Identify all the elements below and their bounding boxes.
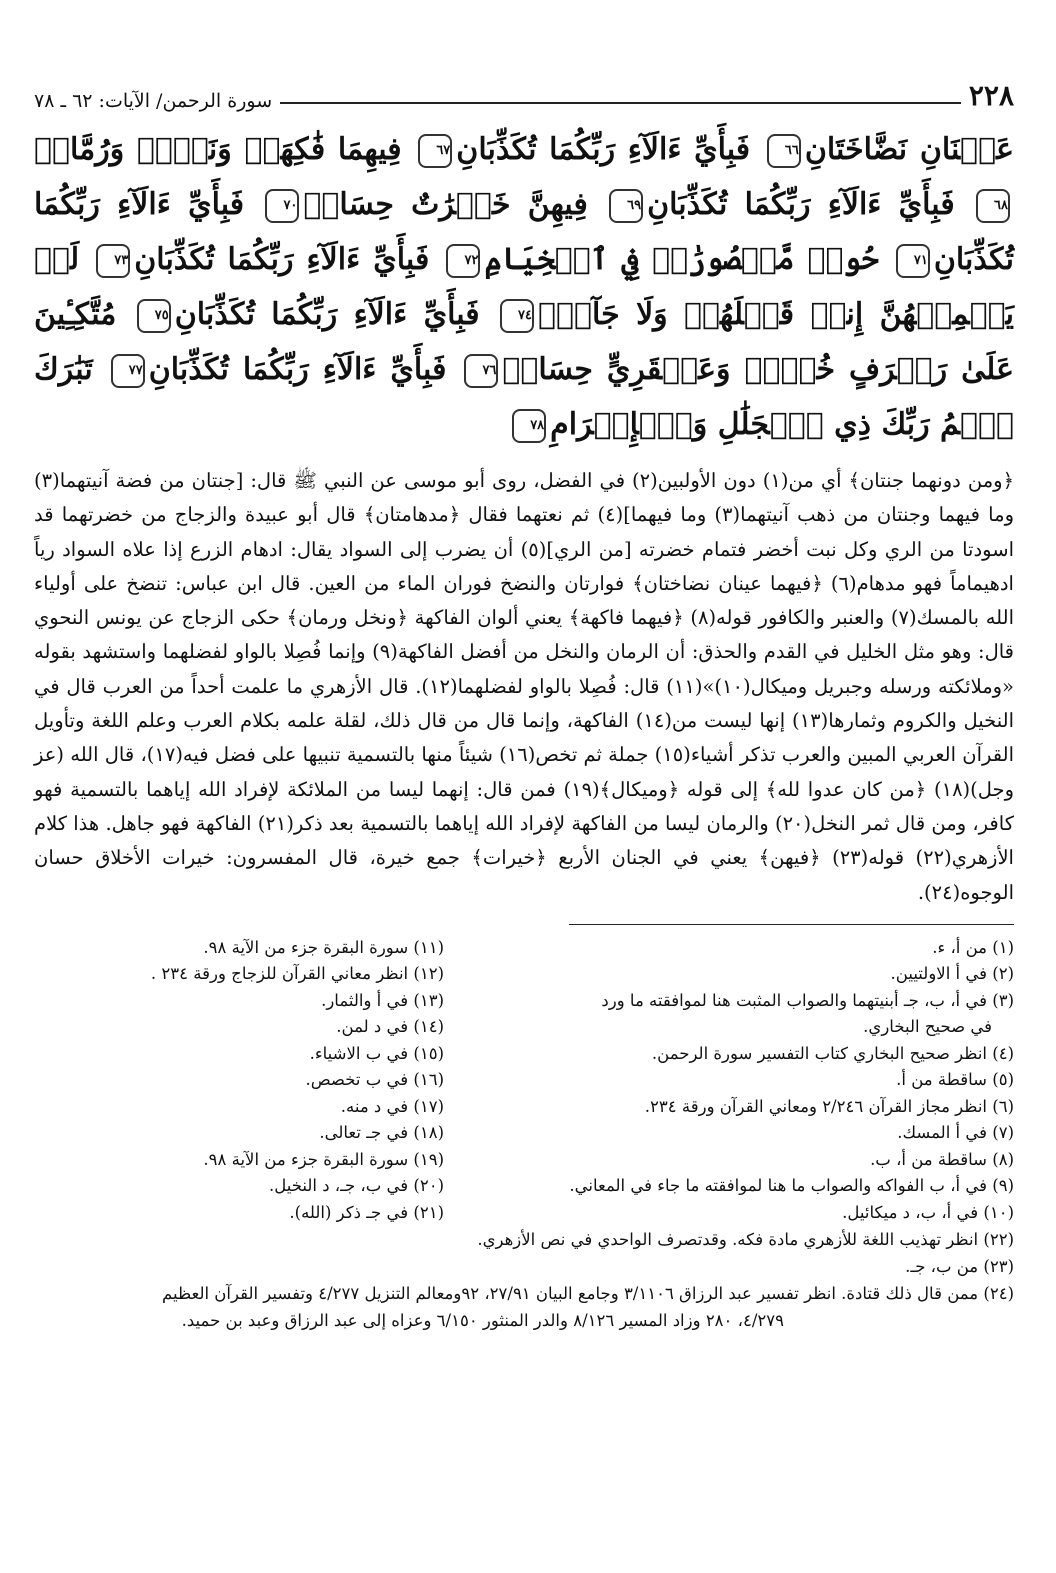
footnote: (٢٠) في ب، جـ، د النخيل. — [268, 1176, 444, 1196]
footnote: (١٣) في أ والثمار. — [321, 990, 444, 1010]
verse-number: ٧٥ — [137, 299, 171, 333]
footnote: (٦) انظر مجاز القرآن ٢/٢٤٦ ومعاني القرآن ورقة ٢٣٤. — [644, 1096, 1014, 1116]
verse-number: ٦٩ — [609, 189, 643, 223]
verse-number: ٧٠ — [265, 189, 299, 223]
footnotes-left-column — [34, 935, 444, 1227]
footnotes-right-column — [514, 935, 1014, 1227]
footnote: (١٦) في ب تخصص. — [305, 1070, 444, 1090]
verse-number: ٧٦ — [464, 354, 498, 388]
quran-verses — [34, 122, 1014, 452]
page — [34, 78, 1014, 1334]
footnote: (٥) ساقطة من أ. — [896, 1070, 1014, 1090]
verse-number: ٧٤ — [500, 299, 534, 333]
page-number: ٢٢٨ — [968, 79, 1014, 112]
verse-number: ٧٢ — [446, 244, 480, 278]
footnote: (١١) سورة البقرة جزء من الآية ٩٨. — [203, 937, 444, 957]
footnote: (٧) في أ المسك. — [897, 1123, 1014, 1143]
verse-number: ٦٦ — [767, 134, 801, 168]
commentary-text — [34, 464, 1014, 910]
footnote: (٢٣) من ب، جـ. — [905, 1257, 1014, 1277]
verse-text: حُورٞ مَّقۡصُورَٰتٞ فِي ٱلۡخِيَامِ — [484, 242, 879, 277]
footnote: (١٥) في ب الاشياء. — [309, 1043, 444, 1063]
footnotes — [34, 935, 1014, 1227]
verse-text: فِيهِنَّ خَيۡرَٰتٌ حِسَانٞ — [303, 187, 588, 222]
verse-text: عَيۡنَانِ نَضَّاخَتَانِ — [804, 132, 1014, 167]
footnote: (٣) في أ، ب، جـ أبنيتهما والصواب المثبت هنا لموافقته ما ورد — [601, 990, 1014, 1010]
verse-number: ٧١ — [896, 244, 930, 278]
verse-number: ٧٧ — [111, 354, 145, 388]
verse-number: ٧٣ — [96, 244, 130, 278]
footnote: (١٠) في أ، ب، د ميكائيل. — [842, 1202, 1014, 1222]
verse-text: فَبِأَيِّ ءَالَآءِ رَبِّكُمَا تُكَذِّبَانِ — [174, 297, 480, 332]
footnote: (١٨) في جـ تعالى. — [319, 1123, 444, 1143]
footnote: (١٢) انظر معاني القرآن للزجاج ورقة ٢٣٤ . — [150, 964, 444, 984]
verse-number: ٦٨ — [976, 189, 1010, 223]
footnotes-full-width — [34, 1226, 1014, 1334]
footnote: (٢٢) انظر تهذيب اللغة للأزهري مادة فكه. وقدتصرف الواحدي في نص الأزهري. — [477, 1230, 1014, 1250]
verse-text: فِيهِمَا فَٰكِهَةٞ وَنَخۡلٞ وَرُمَّانٞ — [34, 132, 402, 167]
footnote: (٩) في أ، ب الفواكه والصواب ما هنا لموافقته ما جاء في المعاني. — [569, 1176, 1014, 1196]
footnote-continuation: في صحيح البخاري. — [863, 1017, 992, 1037]
footnote: (٢) في أ الاولتيين. — [890, 964, 1014, 984]
verse-text: فَبِأَيِّ ءَالَآءِ رَبِّكُمَا تُكَذِّبَانِ — [34, 187, 1014, 277]
verse-text: فَبِأَيِّ ءَالَآءِ رَبِّكُمَا تُكَذِّبَانِ — [647, 187, 955, 222]
footnote-rule — [569, 924, 1014, 925]
footnote: (٢١) في جـ ذكر (الله). — [289, 1202, 444, 1222]
verse-text: تَبَٰرَكَ ٱسۡمُ رَبِّكَ ذِي ٱلۡجَلَٰلِ وَٱلۡإِكۡرَامِ — [34, 352, 1014, 442]
footnote: (٢٤) ممن قال ذلك قتادة. انظر تفسير عبد الرزاق ٣/١١٠٦ وجامع البيان ٢٧/٩١، ٩٢ومعالم التنزيل ٤/٢٧٧ وتفسير القرآن العظيم — [161, 1284, 1014, 1304]
footnote: (٤) انظر صحيح البخاري كتاب التفسير سورة الرحمن. — [651, 1043, 1014, 1063]
verse-text: مُتَّكِـِٔينَ عَلَىٰ رَفۡرَفٍ خُضۡرٖ وَعَبۡقَرِيٍّ حِسَانٖ — [34, 297, 1014, 387]
verse-text: فَبِأَيِّ ءَالَآءِ رَبِّكُمَا تُكَذِّبَانِ — [456, 132, 751, 167]
verse-number: ٦٧ — [418, 134, 452, 168]
footnote: (١) من أ، ء. — [932, 937, 1014, 957]
commentary-paragraph: ﴿ومن دونهما جنتان﴾ أي من(١) دون الأولبين(٢) في الفضل، روى أبو موسى عن النبي ﷺ قال: [جنتان من فضة آنيتهما(٣) وما فيهما وجنتان من ذهب آنيتهما(٣) وما فيهما](٤) ثم نعتهما فقال ﴿مدهامتان﴾ قال أبو عبيدة والزجاج من خضرتهما قد اسودتا من الري وكل نبت أخضر فتمام خضرته [من الري](٥) أن يضرب إلى السواد يقال: ادهام الزرع إذا علاه السواد رياً ادهيماماً فهو مدهام(٦) ﴿فيهما عينان نضاختان﴾ فوارتان والنضخ فوران الماء من العين. قال ابن عباس: تنضخ على أولياء الله بالمسك(٧) والعنبر والكافور قوله(٨) ﴿فيهما فاكهة﴾ يعني ألوان الفاكهة ﴿ونخل ورمان﴾ حكى الزجاج عن يونس النحوي قال: وهو مثل الخليل في القدم والحذق: أن الرمان والنخل من أفضل الفاكهة(٩) وإنما فُصِلا بالواو لفضلهما واستشهد بقوله «وملائكته ورسله وجبريل وميكال(١٠)»(١١) قال: فُصِلا بالواو لفضلهما(١٢). قال الأزهري ما علمت أحداً من العرب قال في النخيل والكروم وثمارها(١٣) إنها ليست من(١٤) الفاكهة، وإنما قال من قال ذلك، لقلة علمه بكلام العرب وعلم اللغة وتأويل القرآن العربي المبين والعرب تذكر أشياء(١٥) جملة ثم تخص(١٦) شيئاً منها بالتسمية تنبيها على فضل فيه(١٧)، قال الله (عز وجل)(١٨) ﴿من كان عدوا لله﴾ إلى قوله ﴿وميكال﴾(١٩) فمن قال: إنهما ليسا من الملائكة لإفراد الله إياهما بالتسمية فهو كافر، ومن قال ثمر النخل(٢٠) والرمان ليسا من الفاكهة لإفراد الله إياهما بالتسمية بعد ذكر(٢١) الفاكهة فهو جاهل. هذا كلام الأزهري(٢٢) قوله(٢٣) ﴿فيهن﴾ يعني في الجنان الأربع ﴿خيرات﴾ جمع خيرة، قال المفسرون: خيرات الأخلاق حسان الوجوه(٢٤). — [34, 469, 1015, 904]
footnote-continuation: ٤/٢٧٩، ٢٨٠ وزاد المسير ٨/١٢٦ والدر المنثور ٦/١٥٠ وعزاه إلى عبد الرزاق وعبد بن حميد. — [181, 1311, 784, 1331]
footnote: (١٧) في د منه. — [340, 1096, 444, 1116]
running-title: سورة الرحمن/ الآيات: ٦٢ ـ ٧٨ — [34, 90, 273, 112]
footnote: (٨) ساقطة من أ، ب. — [870, 1149, 1014, 1169]
verse-text: فَبِأَيِّ ءَالَآءِ رَبِّكُمَا تُكَذِّبَانِ — [134, 242, 430, 277]
verse-text: لَمۡ يَطۡمِثۡهُنَّ إِنسٞ قَبۡلَهُمۡ وَلَا جَآنّٞ — [34, 242, 1014, 332]
page-header — [34, 78, 1014, 112]
header-rule — [280, 102, 961, 104]
verse-number: ٧٨ — [512, 409, 546, 443]
verse-text: فَبِأَيِّ ءَالَآءِ رَبِّكُمَا تُكَذِّبَانِ — [148, 352, 447, 387]
footnote: (١٩) سورة البقرة جزء من الآية ٩٨. — [203, 1149, 444, 1169]
footnote: (١٤) في د لمن. — [336, 1017, 444, 1037]
